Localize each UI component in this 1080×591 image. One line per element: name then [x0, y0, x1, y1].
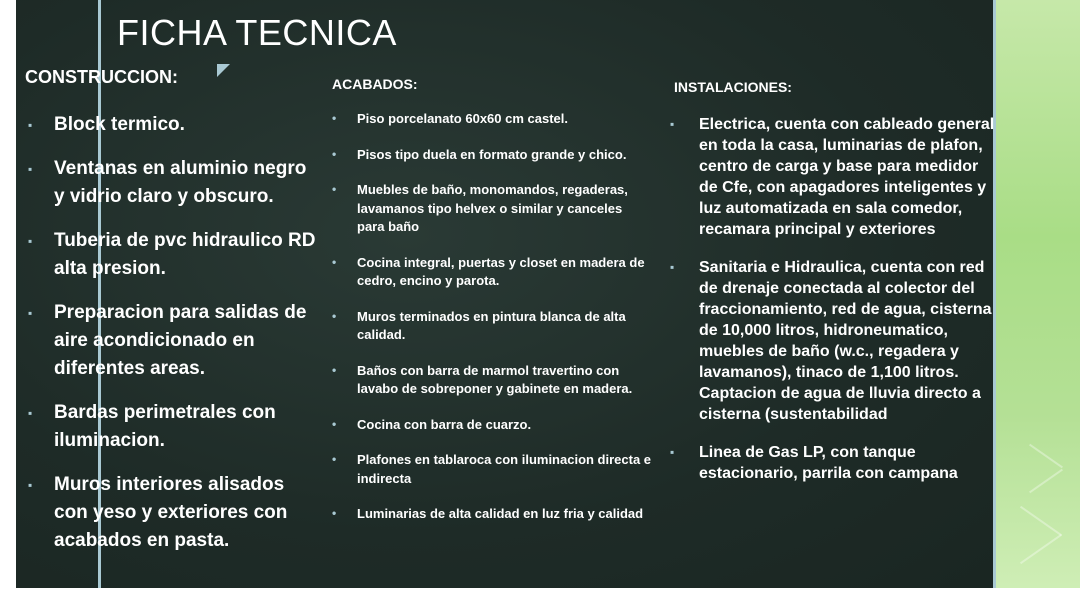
bullet-icon: ▪	[670, 117, 675, 131]
bullet-icon: •	[332, 146, 337, 161]
instalaciones-heading: INSTALACIONES:	[674, 79, 792, 95]
bullet-icon: •	[332, 452, 337, 466]
acabados-heading: ACABADOS:	[332, 76, 418, 92]
slide-title: FICHA TECNICA	[117, 12, 397, 53]
bullet-icon: ▪	[28, 234, 33, 248]
bullet-icon: ▪	[28, 162, 33, 176]
corner-marker-icon	[217, 64, 230, 77]
list-item: • Baños con barra de marmol travertino con lavabo de sobreponer y gabinete en madera.	[332, 362, 633, 396]
bullet-icon: ▪	[670, 445, 675, 459]
side-decoration-panel	[996, 0, 1080, 591]
list-item: • Piso porcelanato 60x60 cm castel.	[332, 111, 568, 126]
list-item: ▪ Sanitaria e Hidraulica, cuenta con red de drenaje conectada al colector del fraccionamiento, red de agua, cisterna de 10,000 litros, hidroneumatico, muebles de baño (w.c., regadera y lavamanos), tinaco de 1,100 litros. Captacion de agua de lluvia directo a cisterna (sustentabilidad	[670, 259, 992, 423]
construccion-list	[28, 111, 318, 571]
acabados-list	[332, 110, 652, 541]
bullet-icon: ▪	[28, 478, 33, 492]
list-item: ▪ Electrica, cuenta con cableado general en toda la casa, luminarias de plafon, centro de carga y base para medidor de Cfe, con apagadores inteligentes y luz automatizada en sala comedor, recamara principal y exteriores	[670, 116, 995, 238]
bullet-icon: •	[332, 182, 337, 196]
bullet-icon: •	[332, 416, 337, 431]
bullet-icon: •	[332, 254, 337, 269]
list-item: • Luminarias de alta calidad en luz fria y calidad	[332, 506, 644, 521]
list-item: • Cocina integral, puertas y closet en madera de cedro, encino y parota.	[332, 254, 645, 288]
list-item: ▪ Ventanas en aluminio negro y vidrio claro y obscuro.	[28, 155, 318, 211]
bullet-icon: ▪	[28, 118, 33, 132]
list-item: • Muros terminados en pintura blanca de alta calidad.	[332, 308, 626, 342]
bullet-icon: •	[332, 308, 337, 323]
list-item: • Pisos tipo duela en formato grande y chico.	[332, 146, 627, 162]
list-item: ▪ Tuberia de pvc hidraulico RD alta presion.	[28, 227, 318, 283]
bullet-icon: •	[332, 362, 337, 377]
instalaciones-list	[670, 114, 1000, 501]
list-item: • Plafones en tablaroca con iluminacion directa e indirecta	[332, 452, 652, 486]
construccion-heading: CONSTRUCCION:	[25, 67, 178, 87]
bullet-icon: ▪	[28, 306, 33, 320]
list-item: ▪ Linea de Gas LP, con tanque estacionario, parrila con campana	[670, 444, 958, 482]
list-item: ▪ Muros interiores alisados con yeso y exteriores con acabados en pasta.	[28, 471, 318, 555]
bullet-icon: •	[332, 111, 337, 125]
list-item: ▪ Block termico.	[28, 111, 318, 139]
list-item: ▪ Preparacion para salidas de aire acondicionado en diferentes areas.	[28, 299, 318, 383]
list-item: ▪ Bardas perimetrales con iluminacion.	[28, 399, 318, 455]
bullet-icon: •	[332, 506, 337, 520]
bullet-icon: ▪	[28, 406, 33, 420]
bullet-icon: ▪	[670, 260, 675, 274]
list-item: • Muebles de baño, monomandos, regaderas, lavamanos tipo helvex o similar y canceles para baño	[332, 182, 628, 234]
list-item: • Cocina con barra de cuarzo.	[332, 416, 532, 432]
